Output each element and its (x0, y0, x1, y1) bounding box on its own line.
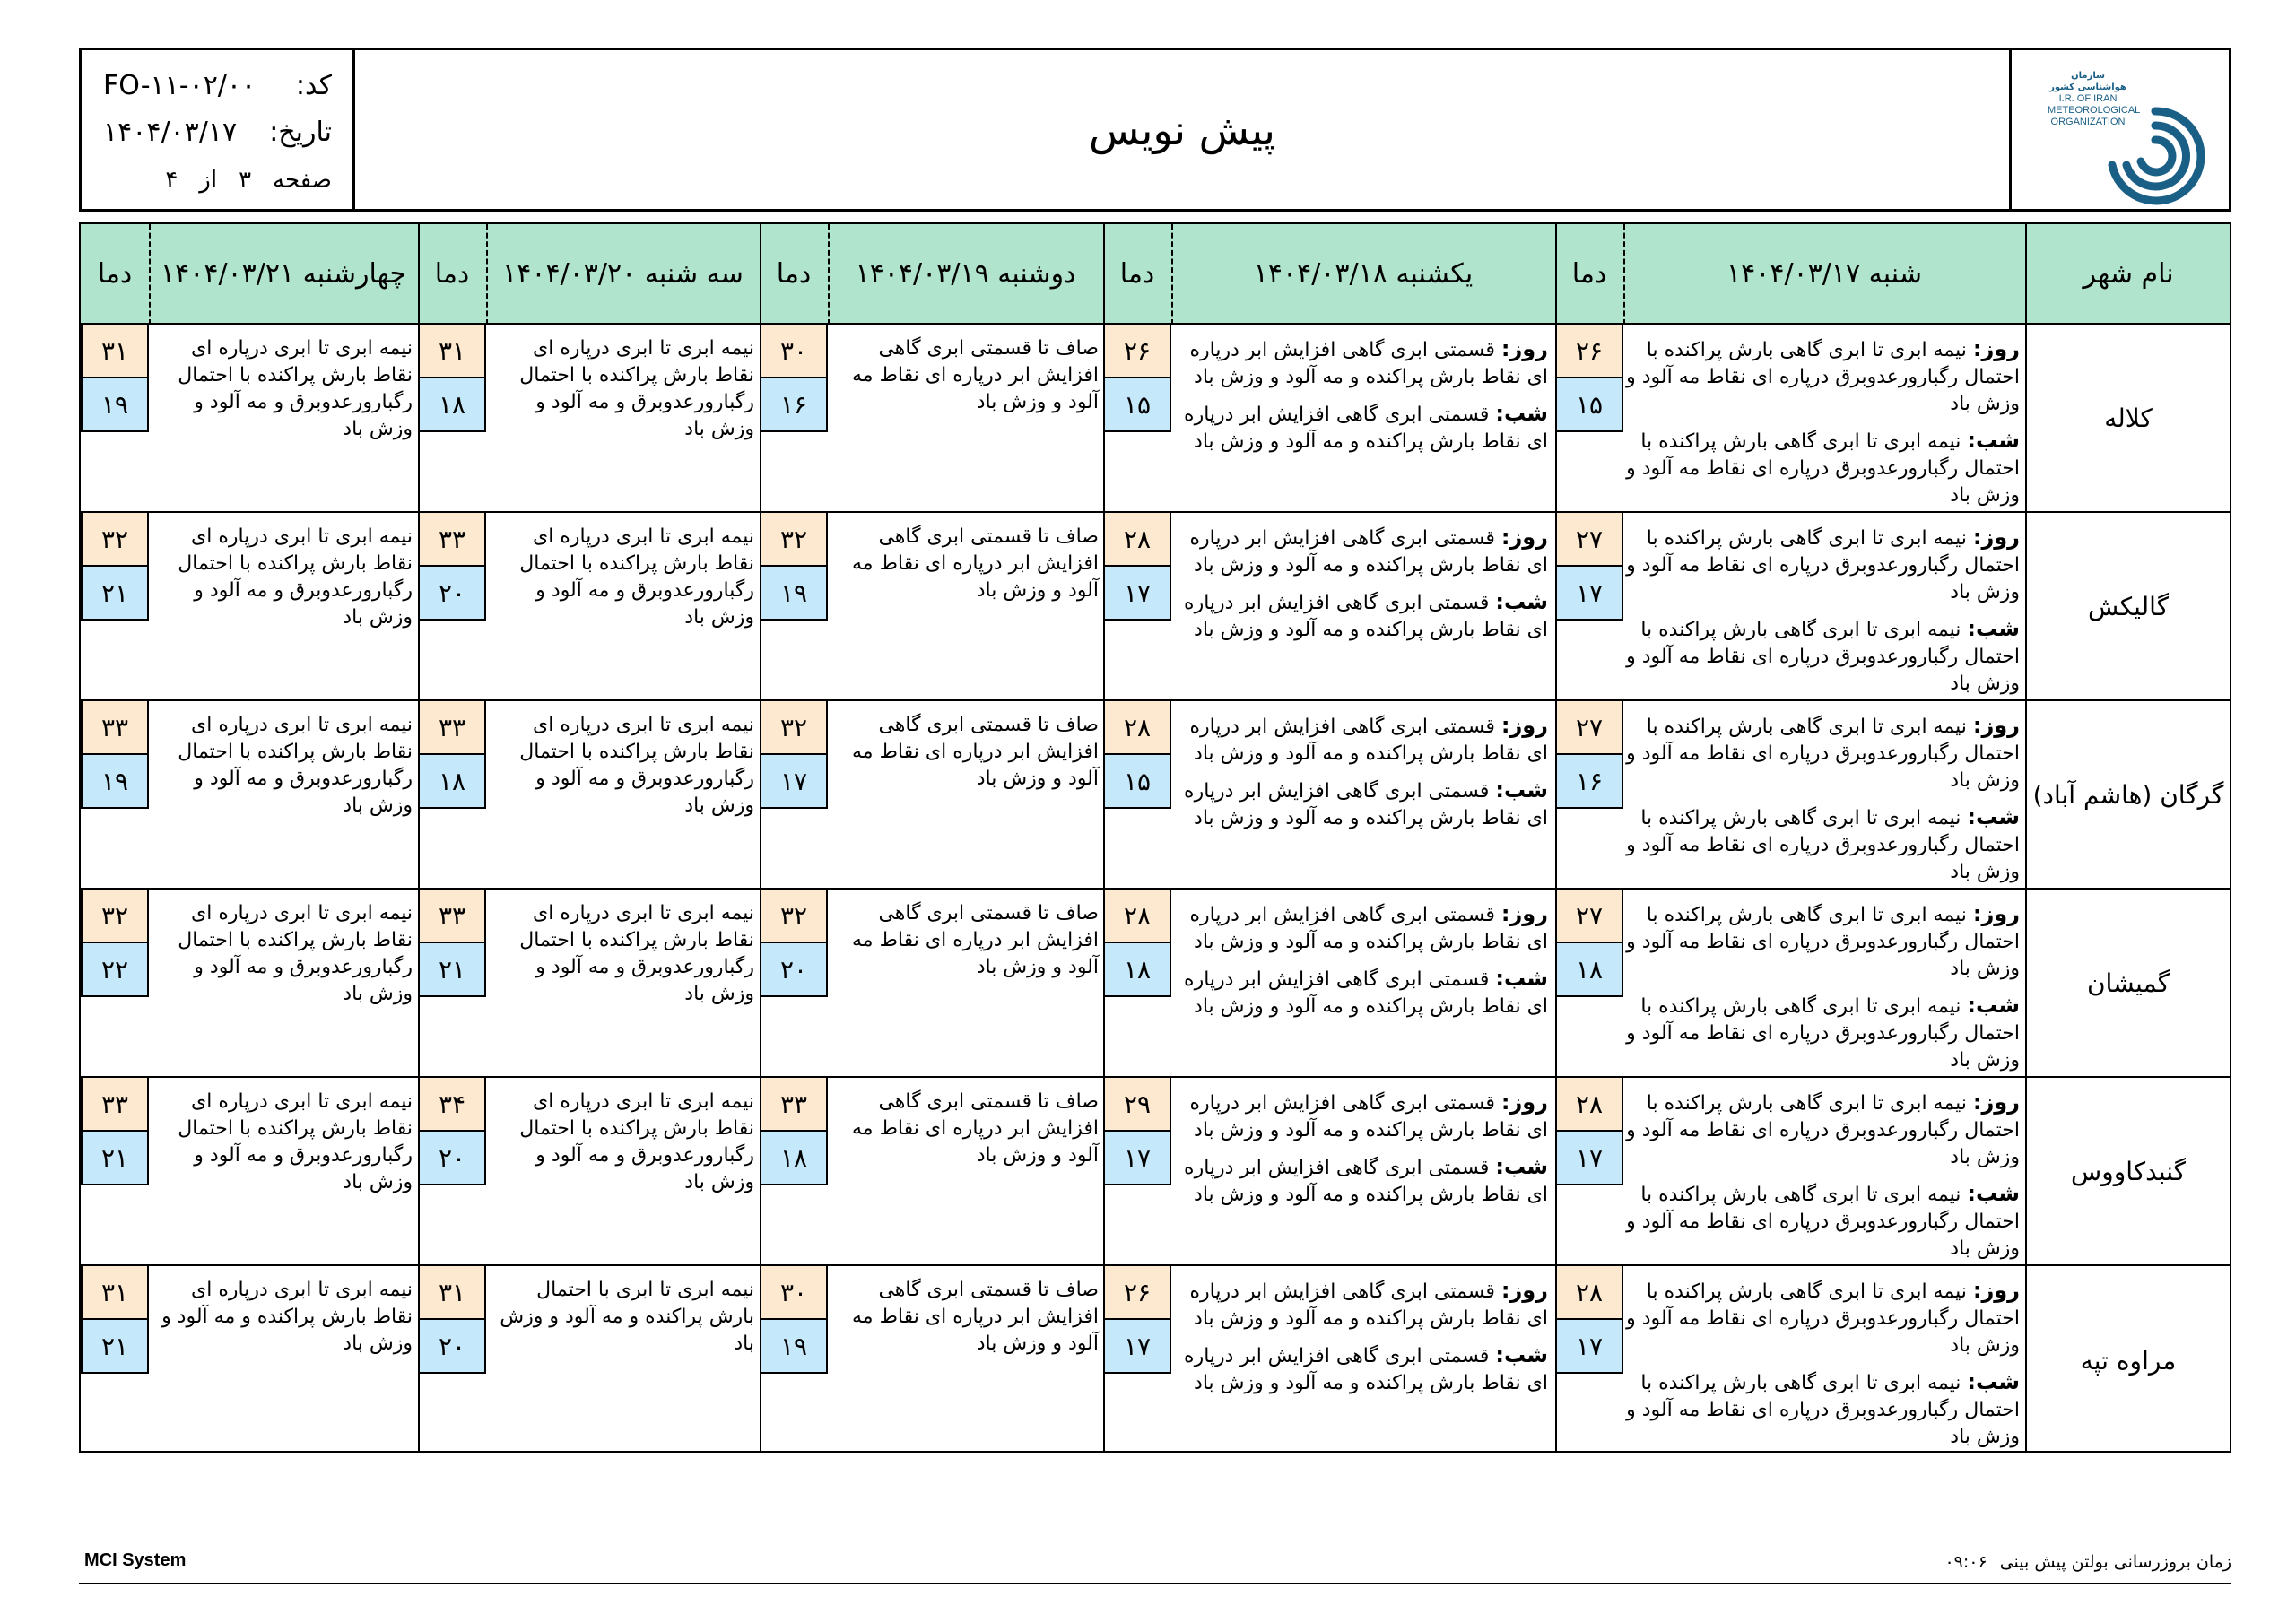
day-text: قسمتی ابری گاهی افزایش ابر درپاره ای نقاط بارش پراکنده و مه آلود و وزش باد (1189, 1092, 1548, 1141)
min-temp: ۲۱ (81, 1320, 149, 1374)
day-label: روز: (1500, 336, 1548, 361)
code-line (103, 63, 332, 108)
forecast-d3: صاف تا قسمتی ابری گاهی افزایش ابر درپاره ای نقاط مه آلود و وزش باد (852, 1279, 1099, 1355)
forecast-night (1625, 1180, 2020, 1263)
night-label: شب: (1495, 589, 1548, 614)
day-text: قسمتی ابری گاهی افزایش ابر درپاره ای نقاط بارش پراکنده و مه آلود و وزش باد (1189, 904, 1548, 953)
city-name: کلاله (2104, 403, 2152, 433)
forecast-night (1173, 965, 1548, 1020)
day-label: روز: (1972, 1089, 2020, 1115)
forecast-day (1173, 335, 1548, 391)
night-text: نیمه ابری تا ابری گاهی بارش پراکنده با احتمال رگبارورعدوبرق درپاره ای نقاط مه آلود و وزش باد (1626, 1372, 2020, 1448)
day-label: روز: (1500, 525, 1548, 550)
table-row (81, 513, 2230, 701)
night-label: شب: (1967, 993, 2020, 1018)
max-temp: ۳۱ (81, 1266, 149, 1320)
night-label: شب: (1967, 804, 2020, 829)
night-text: قسمتی ابری گاهی افزایش ابر درپاره ای نقاط بارش پراکنده و مه آلود و وزش باد (1184, 592, 1548, 641)
forecast-d2 (1173, 1089, 1548, 1218)
forecast-d5: نیمه ابری تا ابری درپاره ای نقاط بارش پراکنده با احتمال رگبارورعدوبرق و مه آلود و وزش باد (178, 1090, 413, 1193)
night-text: نیمه ابری تا ابری گاهی بارش پراکنده با احتمال رگبارورعدوبرق درپاره ای نقاط مه آلود و وزش باد (1626, 995, 2020, 1072)
min-temp: ۱۷ (1555, 1320, 1623, 1374)
table-row (81, 1266, 2230, 1454)
forecast-d2 (1173, 524, 1548, 653)
header-day-1: شنبه ۱۴۰۴/۰۳/۱۷ (1726, 257, 1922, 290)
table-header (81, 224, 2230, 325)
night-text: قسمتی ابری گاهی افزایش ابر درپاره ای نقاط بارش پراکنده و مه آلود و وزش باد (1184, 1157, 1548, 1206)
forecast-d1 (1625, 1089, 2020, 1271)
min-temp: ۱۸ (760, 1132, 828, 1185)
forecast-night (1625, 1368, 2020, 1451)
night-label: شب: (1495, 966, 1548, 991)
forecast-d4: نیمه ابری تا ابری درپاره ای نقاط بارش پراکنده با احتمال رگبارورعدوبرق و مه آلود و وزش باد (519, 714, 754, 817)
forecast-day (1625, 1277, 2020, 1359)
date-value: ۱۴۰۴/۰۳/۱۷ (103, 116, 238, 148)
min-temp: ۱۶ (760, 378, 828, 432)
forecast-d5: نیمه ابری تا ابری درپاره ای نقاط بارش پراکنده با احتمال رگبارورعدوبرق و مه آلود و وزش باد (178, 714, 413, 817)
day-text: نیمه ابری تا ابری گاهی بارش پراکنده با احتمال رگبارورعدوبرق درپاره ای نقاط مه آلود و وزش باد (1626, 527, 2020, 603)
night-text: قسمتی ابری گاهی افزایش ابر درپاره ای نقاط بارش پراکنده و مه آلود و وزش باد (1184, 404, 1548, 453)
day-label: روز: (1972, 901, 2020, 926)
max-temp: ۳۲ (760, 513, 828, 567)
page-total: ۴ (165, 167, 178, 194)
max-temp: ۳۱ (418, 1266, 486, 1320)
logo-text-en-1: I.R. OF IRAN (2058, 93, 2118, 104)
page-line (103, 158, 332, 203)
night-label: شب: (1967, 1181, 2020, 1206)
forecast-d4: نیمه ابری تا ابری با احتمال بارش پراکنده و مه آلود و وزش باد (500, 1279, 754, 1355)
min-temp: ۲۲ (81, 943, 149, 997)
day-label: روز: (1972, 713, 2020, 738)
max-temp: ۳۲ (760, 701, 828, 755)
header-temp-4: دما (434, 257, 470, 290)
night-text: نیمه ابری تا ابری گاهی بارش پراکنده با احتمال رگبارورعدوبرق درپاره ای نقاط مه آلود و وزش باد (1626, 1184, 2020, 1260)
day-text: قسمتی ابری گاهی افزایش ابر درپاره ای نقاط بارش پراکنده و مه آلود و وزش باد (1189, 339, 1548, 388)
update-time (1944, 1552, 2231, 1572)
min-temp: ۱۸ (1555, 943, 1623, 997)
table-row (81, 1078, 2230, 1266)
min-temp: ۲۱ (81, 1132, 149, 1185)
header-day-4: سه شنبه ۱۴۰۴/۰۳/۲۰ (502, 257, 744, 290)
table-row (81, 325, 2230, 513)
header-dash-divider (486, 224, 488, 325)
logo-text-en-3: ORGANIZATION (2050, 117, 2126, 127)
header-temp-3: دما (776, 257, 812, 290)
forecast-night (1625, 427, 2020, 509)
night-text: نیمه ابری تا ابری گاهی بارش پراکنده با احتمال رگبارورعدوبرق درپاره ای نقاط مه آلود و وزش باد (1626, 619, 2020, 695)
forecast-d3: صاف تا قسمتی ابری گاهی افزایش ابر درپاره ای نقاط مه آلود و وزش باد (852, 714, 1099, 790)
code-value: FO-۱۱-۰۲/۰۰ (103, 69, 257, 101)
page-label: صفحه (273, 167, 332, 194)
page-title: پیش نویس (1089, 105, 1275, 154)
forecast-d4: نیمه ابری تا ابری درپاره ای نقاط بارش پراکنده با احتمال رگبارورعدوبرق و مه آلود و وزش باد (519, 902, 754, 1005)
forecast-day (1173, 524, 1548, 579)
update-time-label: زمان بروزرسانی بولتن پیش بینی (1999, 1552, 2231, 1572)
max-temp: ۳۳ (760, 1078, 828, 1132)
day-text: قسمتی ابری گاهی افزایش ابر درپاره ای نقاط بارش پراکنده و مه آلود و وزش باد (1189, 527, 1548, 577)
forecast-night (1173, 588, 1548, 644)
header-dash-divider (1623, 224, 1625, 325)
forecast-d1 (1625, 1277, 2020, 1460)
max-temp: ۲۸ (1555, 1078, 1623, 1132)
page-current: ۳ (239, 167, 252, 194)
min-temp: ۲۰ (418, 567, 486, 621)
update-time-value: ۰۹:۰۶ (1944, 1552, 1987, 1572)
forecast-d2 (1173, 335, 1548, 464)
day-text: قسمتی ابری گاهی افزایش ابر درپاره ای نقاط بارش پراکنده و مه آلود و وزش باد (1189, 1280, 1548, 1330)
forecast-d3: صاف تا قسمتی ابری گاهی افزایش ابر درپاره ای نقاط مه آلود و وزش باد (852, 525, 1099, 602)
forecast-night (1625, 615, 2020, 698)
header-dash-divider (828, 224, 830, 325)
forecast-d3: صاف تا قسمتی ابری گاهی افزایش ابر درپاره ای نقاط مه آلود و وزش باد (852, 1090, 1099, 1167)
day-text: نیمه ابری تا ابری گاهی بارش پراکنده با احتمال رگبارورعدوبرق درپاره ای نقاط مه آلود و وزش باد (1626, 339, 2020, 415)
day-label: روز: (1500, 713, 1548, 738)
max-temp: ۳۱ (418, 325, 486, 378)
forecast-day (1625, 524, 2020, 606)
night-text: قسمتی ابری گاهی افزایش ابر درپاره ای نقاط بارش پراکنده و مه آلود و وزش باد (1184, 780, 1548, 829)
forecast-d4: نیمه ابری تا ابری درپاره ای نقاط بارش پراکنده با احتمال رگبارورعدوبرق و مه آلود و وزش باد (519, 337, 754, 440)
forecast-night (1625, 992, 2020, 1074)
city-name: گنبدکاووس (2071, 1156, 2187, 1186)
logo-text-fa: سازمان هواشناسی کشور (2049, 71, 2126, 92)
min-temp: ۱۷ (1103, 567, 1171, 621)
forecast-day (1173, 1277, 1548, 1332)
logo-text-en-2: METEOROLOGICAL (2048, 105, 2141, 116)
day-label: روز: (1972, 336, 2020, 361)
forecast-night (1173, 777, 1548, 832)
max-temp: ۳۲ (760, 890, 828, 943)
max-temp: ۲۹ (1103, 1078, 1171, 1132)
min-temp: ۱۷ (1555, 567, 1623, 621)
max-temp: ۳۳ (81, 1078, 149, 1132)
header-dash-divider (149, 224, 151, 325)
page-footer (79, 1547, 2231, 1584)
forecast-d5: نیمه ابری تا ابری درپاره ای نقاط بارش پراکنده با احتمال رگبارورعدوبرق و مه آلود و وزش باد (178, 902, 413, 1005)
max-temp: ۲۶ (1103, 325, 1171, 378)
min-temp: ۱۹ (760, 1320, 828, 1374)
forecast-d4: نیمه ابری تا ابری درپاره ای نقاط بارش پراکنده با احتمال رگبارورعدوبرق و مه آلود و وزش باد (519, 1090, 754, 1193)
max-temp: ۳۳ (418, 890, 486, 943)
forecast-day (1625, 712, 2020, 794)
header-day-5: چهارشنبه ۱۴۰۴/۰۳/۲۱ (161, 257, 406, 290)
forecast-d1 (1625, 712, 2020, 895)
day-label: روز: (1500, 1089, 1548, 1115)
night-text: نیمه ابری تا ابری گاهی بارش پراکنده با احتمال رگبارورعدوبرق درپاره ای نقاط مه آلود و وزش باد (1626, 430, 2020, 507)
min-temp: ۱۹ (81, 755, 149, 809)
night-text: نیمه ابری تا ابری گاهی بارش پراکنده با احتمال رگبارورعدوبرق درپاره ای نقاط مه آلود و وزش باد (1626, 807, 2020, 883)
table-row (81, 890, 2230, 1078)
forecast-d1 (1625, 524, 2020, 707)
max-temp: ۳۳ (418, 513, 486, 567)
max-temp: ۳۰ (760, 325, 828, 378)
min-temp: ۱۸ (418, 378, 486, 432)
max-temp: ۲۶ (1555, 325, 1623, 378)
forecast-d5: نیمه ابری تا ابری درپاره ای نقاط بارش پراکنده با احتمال رگبارورعدوبرق و مه آلود و وزش باد (178, 337, 413, 440)
document-header (79, 48, 2231, 212)
max-temp: ۲۷ (1555, 513, 1623, 567)
max-temp: ۳۱ (81, 325, 149, 378)
day-text: نیمه ابری تا ابری گاهی بارش پراکنده با احتمال رگبارورعدوبرق درپاره ای نقاط مه آلود و وزش باد (1626, 1280, 2020, 1357)
forecast-d1 (1625, 335, 2020, 518)
min-temp: ۱۷ (1103, 1320, 1171, 1374)
header-dash-divider (1171, 224, 1173, 325)
forecast-day (1173, 900, 1548, 956)
forecast-d1 (1625, 900, 2020, 1083)
day-label: روز: (1500, 1278, 1548, 1303)
day-label: روز: (1500, 901, 1548, 926)
min-temp: ۲۰ (760, 943, 828, 997)
forecast-night (1173, 1153, 1548, 1209)
date-label: تاریخ: (269, 116, 332, 148)
max-temp: ۳۰ (760, 1266, 828, 1320)
forecast-d3: صاف تا قسمتی ابری گاهی افزایش ابر درپاره ای نقاط مه آلود و وزش باد (852, 337, 1099, 413)
city-name: گالیکش (2088, 591, 2170, 621)
night-label: شب: (1495, 1342, 1548, 1367)
min-temp: ۱۷ (760, 755, 828, 809)
max-temp: ۲۷ (1555, 701, 1623, 755)
header-day-2: یکشنبه ۱۴۰۴/۰۳/۱۸ (1253, 257, 1474, 290)
city-name: گرگان (هاشم آباد) (2032, 779, 2224, 810)
min-temp: ۱۸ (1103, 943, 1171, 997)
max-temp: ۳۳ (81, 701, 149, 755)
system-name: MCI System (84, 1550, 187, 1570)
city-name: مراوه تپه (2080, 1345, 2177, 1376)
header-city: نام شهر (2083, 257, 2174, 290)
page-of: از (199, 167, 218, 194)
table-row (81, 701, 2230, 890)
max-temp: ۲۸ (1103, 890, 1171, 943)
forecast-d5: نیمه ابری تا ابری درپاره ای نقاط بارش پراکنده و مه آلود و وزش باد (161, 1279, 413, 1355)
min-temp: ۱۶ (1555, 755, 1623, 809)
min-temp: ۱۷ (1103, 1132, 1171, 1185)
forecast-d4: نیمه ابری تا ابری درپاره ای نقاط بارش پراکنده با احتمال رگبارورعدوبرق و مه آلود و وزش باد (519, 525, 754, 629)
forecast-night (1173, 1341, 1548, 1397)
max-temp: ۳۳ (418, 701, 486, 755)
day-text: نیمه ابری تا ابری گاهی بارش پراکنده با احتمال رگبارورعدوبرق درپاره ای نقاط مه آلود و وزش باد (1626, 716, 2020, 792)
night-label: شب: (1967, 616, 2020, 641)
max-temp: ۳۴ (418, 1078, 486, 1132)
max-temp: ۲۸ (1103, 701, 1171, 755)
min-temp: ۱۹ (81, 378, 149, 432)
header-temp-1: دما (1571, 257, 1607, 290)
day-label: روز: (1972, 525, 2020, 550)
date-line (103, 109, 332, 154)
night-text: قسمتی ابری گاهی افزایش ابر درپاره ای نقاط بارش پراکنده و مه آلود و وزش باد (1184, 1345, 1548, 1394)
max-temp: ۲۸ (1103, 513, 1171, 567)
min-temp: ۲۱ (418, 943, 486, 997)
day-text: نیمه ابری تا ابری گاهی بارش پراکنده با احتمال رگبارورعدوبرق درپاره ای نقاط مه آلود و وزش باد (1626, 1092, 2020, 1168)
forecast-day (1625, 1089, 2020, 1171)
min-temp: ۱۵ (1103, 378, 1171, 432)
forecast-d3: صاف تا قسمتی ابری گاهی افزایش ابر درپاره ای نقاط مه آلود و وزش باد (852, 902, 1099, 978)
forecast-d2 (1173, 712, 1548, 841)
max-temp: ۳۲ (81, 890, 149, 943)
day-text: نیمه ابری تا ابری گاهی بارش پراکنده با احتمال رگبارورعدوبرق درپاره ای نقاط مه آلود و وزش باد (1626, 904, 2020, 980)
max-temp: ۲۶ (1103, 1266, 1171, 1320)
header-temp-5: دما (97, 257, 133, 290)
min-temp: ۲۰ (418, 1132, 486, 1185)
forecast-day (1625, 900, 2020, 983)
night-label: شب: (1967, 1369, 2020, 1394)
min-temp: ۱۵ (1555, 378, 1623, 432)
organization-logo (2009, 50, 2229, 209)
forecast-d2 (1173, 1277, 1548, 1406)
forecast-night (1173, 400, 1548, 456)
night-label: شب: (1495, 401, 1548, 426)
min-temp: ۲۱ (81, 567, 149, 621)
min-temp: ۱۷ (1555, 1132, 1623, 1185)
forecast-day (1173, 1089, 1548, 1144)
forecast-table (79, 222, 2231, 1453)
header-temp-2: دما (1119, 257, 1155, 290)
forecast-night (1625, 803, 2020, 886)
code-label: کد: (295, 69, 332, 101)
min-temp: ۱۸ (418, 755, 486, 809)
spiral-logo-icon (2101, 102, 2209, 210)
forecast-d5: نیمه ابری تا ابری درپاره ای نقاط بارش پراکنده با احتمال رگبارورعدوبرق و مه آلود و وزش باد (178, 525, 413, 629)
day-text: قسمتی ابری گاهی افزایش ابر درپاره ای نقاط بارش پراکنده و مه آلود و وزش باد (1189, 716, 1548, 765)
night-label: شب: (1495, 1154, 1548, 1179)
night-text: قسمتی ابری گاهی افزایش ابر درپاره ای نقاط بارش پراکنده و مه آلود و وزش باد (1184, 968, 1548, 1018)
forecast-day (1173, 712, 1548, 768)
day-label: روز: (1972, 1278, 2020, 1303)
header-day-3: دوشنبه ۱۴۰۴/۰۳/۱۹ (855, 257, 1076, 290)
min-temp: ۱۹ (760, 567, 828, 621)
forecast-d2 (1173, 900, 1548, 1029)
max-temp: ۲۸ (1555, 1266, 1623, 1320)
max-temp: ۲۷ (1555, 890, 1623, 943)
min-temp: ۱۵ (1103, 755, 1171, 809)
document-info-box (82, 50, 355, 209)
forecast-day (1625, 335, 2020, 418)
night-label: شب: (1495, 777, 1548, 803)
max-temp: ۳۲ (81, 513, 149, 567)
min-temp: ۲۰ (418, 1320, 486, 1374)
night-label: شب: (1967, 428, 2020, 453)
city-name: گمیشان (2086, 968, 2170, 998)
